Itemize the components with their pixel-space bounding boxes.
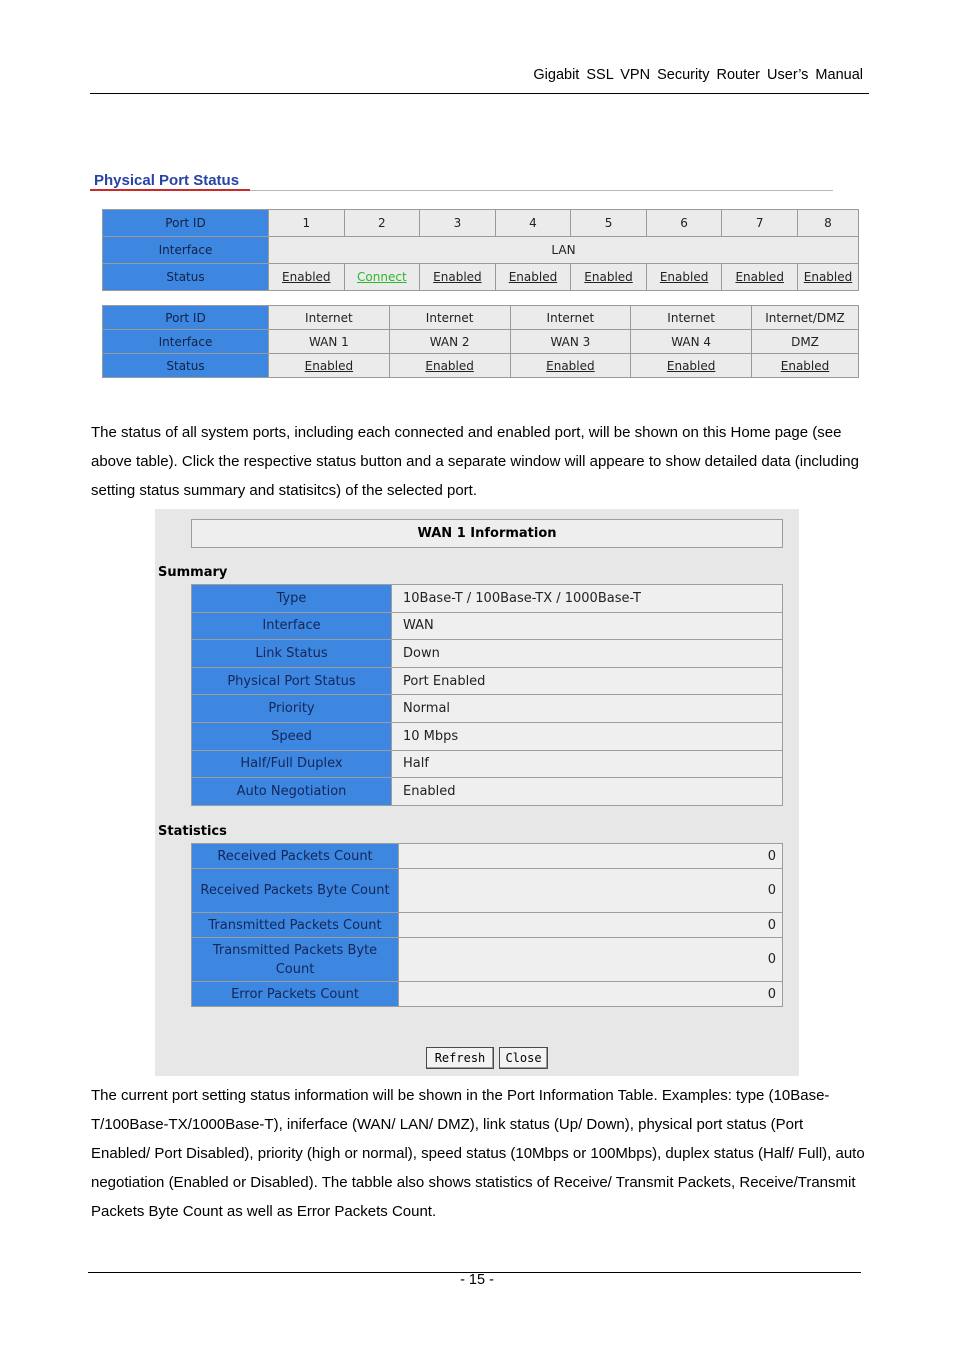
status-link-port-6[interactable]: Enabled (646, 264, 722, 291)
summary-row (192, 778, 783, 806)
section-underline-accent (90, 189, 250, 191)
port-id-cell: 3 (420, 210, 496, 237)
status-link-wan-1[interactable]: Enabled (269, 354, 390, 378)
statistics-row (192, 982, 783, 1007)
interface-header: Interface (103, 237, 269, 264)
port-id-row (103, 210, 859, 237)
status-header: Status (103, 354, 269, 378)
manual-title: Gigabit SSL VPN Security Router User’s Manual (533, 67, 863, 83)
summary-value: Enabled (392, 778, 783, 806)
statistics-value: 0 (399, 869, 783, 913)
summary-key: Auto Negotiation (192, 778, 392, 806)
statistics-value: 0 (399, 913, 783, 938)
port-id-header: Port ID (103, 306, 269, 330)
status-link-wan-4[interactable]: Enabled (631, 354, 752, 378)
port-id-cell: 1 (269, 210, 345, 237)
port-id-cell: 7 (722, 210, 798, 237)
status-link-port-7[interactable]: Enabled (722, 264, 798, 291)
section-title: Physical Port Status (94, 172, 240, 189)
summary-row (192, 750, 783, 778)
status-row (103, 354, 859, 378)
statistics-key: Received Packets Count (192, 844, 399, 869)
summary-key: Speed (192, 722, 392, 750)
summary-key: Half/Full Duplex (192, 750, 392, 778)
statistics-key: Error Packets Count (192, 982, 399, 1007)
status-row (103, 264, 859, 291)
summary-value: WAN (392, 612, 783, 640)
port-id-cell: 2 (344, 210, 420, 237)
interface-row (103, 237, 859, 264)
interface-cell: WAN 4 (631, 330, 752, 354)
statistics-row (192, 869, 783, 913)
summary-value: Port Enabled (392, 667, 783, 695)
interface-header: Interface (103, 330, 269, 354)
summary-heading: Summary (158, 565, 228, 580)
wan-port-table (102, 305, 859, 378)
status-link-wan-3[interactable]: Enabled (510, 354, 631, 378)
summary-key: Link Status (192, 640, 392, 668)
interface-cell: LAN (269, 237, 859, 264)
explanation-paragraph: The current port setting status information will be shown in the Port Information Table. Examples: type (10Base-T/100Base-TX/1000Base-T), iniferface (WAN/ LAN/ DMZ), link status (Up/ Down), physical port status (Port Enabled/ Port Disabled), priority (high or normal), speed status (10Mbps or 100Mbps), duplex status (Half/ Full), auto negotiation (Enabled or Disabled). The tabble also shows statistics of Receive/ Transmit Packets, Receive/Transmit Packets Byte Count as well as Error Packets Count. (91, 1087, 865, 1220)
statistics-value: 0 (399, 844, 783, 869)
summary-key: Type (192, 585, 392, 613)
interface-cell: WAN 2 (389, 330, 510, 354)
port-id-cell: Internet (269, 306, 390, 330)
interface-cell: WAN 1 (269, 330, 390, 354)
summary-value: Down (392, 640, 783, 668)
refresh-button[interactable]: Refresh (426, 1047, 494, 1069)
lan-port-table (102, 209, 859, 291)
status-link-port-4[interactable]: Enabled (495, 264, 571, 291)
port-id-header: Port ID (103, 210, 269, 237)
port-id-row (103, 306, 859, 330)
summary-row (192, 640, 783, 668)
summary-value: Half (392, 750, 783, 778)
port-id-cell: 8 (798, 210, 859, 237)
summary-row (192, 585, 783, 613)
status-header: Status (103, 264, 269, 291)
page-number: - 15 - (460, 1272, 494, 1288)
statistics-heading: Statistics (158, 824, 227, 839)
statistics-row (192, 938, 783, 982)
port-id-cell: 4 (495, 210, 571, 237)
summary-row (192, 722, 783, 750)
close-button[interactable]: Close (499, 1047, 548, 1069)
port-id-cell: Internet/DMZ (752, 306, 859, 330)
port-id-cell: Internet (389, 306, 510, 330)
statistics-row (192, 844, 783, 869)
interface-cell: WAN 3 (510, 330, 631, 354)
summary-table (191, 584, 783, 806)
statistics-key: Transmitted Packets Count (192, 913, 399, 938)
interface-row (103, 330, 859, 354)
port-id-cell: Internet (631, 306, 752, 330)
port-id-cell: 5 (571, 210, 647, 237)
summary-key: Priority (192, 695, 392, 723)
statistics-key: Received Packets Byte Count (192, 869, 399, 913)
statistics-key: Transmitted Packets Byte Count (192, 938, 399, 982)
summary-key: Interface (192, 612, 392, 640)
section-underline (250, 190, 833, 191)
statistics-table (191, 843, 783, 1007)
statistics-value: 0 (399, 938, 783, 982)
summary-key: Physical Port Status (192, 667, 392, 695)
summary-value: 10Base-T / 100Base-TX / 1000Base-T (392, 585, 783, 613)
summary-value: Normal (392, 695, 783, 723)
status-link-dmz[interactable]: Enabled (752, 354, 859, 378)
status-link-port-1[interactable]: Enabled (269, 264, 345, 291)
interface-cell: DMZ (752, 330, 859, 354)
description-paragraph: The status of all system ports, including each connected and enabled port, will be shown on this Home page (see above table). Click the respective status button and a separate window will appeare to show detailed data (including setting status summary and statisitcs) of the selected port. (91, 424, 859, 499)
statistics-row (192, 913, 783, 938)
port-id-cell: 6 (646, 210, 722, 237)
port-id-cell: Internet (510, 306, 631, 330)
status-link-port-5[interactable]: Enabled (571, 264, 647, 291)
statistics-value: 0 (399, 982, 783, 1007)
status-link-port-8[interactable]: Enabled (798, 264, 859, 291)
summary-row (192, 695, 783, 723)
status-link-wan-2[interactable]: Enabled (389, 354, 510, 378)
status-link-port-2[interactable]: Connect (344, 264, 420, 291)
status-link-port-3[interactable]: Enabled (420, 264, 496, 291)
summary-value: 10 Mbps (392, 722, 783, 750)
summary-row (192, 612, 783, 640)
wan-info-panel (155, 509, 799, 1076)
wan-info-title: WAN 1 Information (191, 519, 783, 548)
summary-row (192, 667, 783, 695)
header-rule (90, 93, 869, 94)
